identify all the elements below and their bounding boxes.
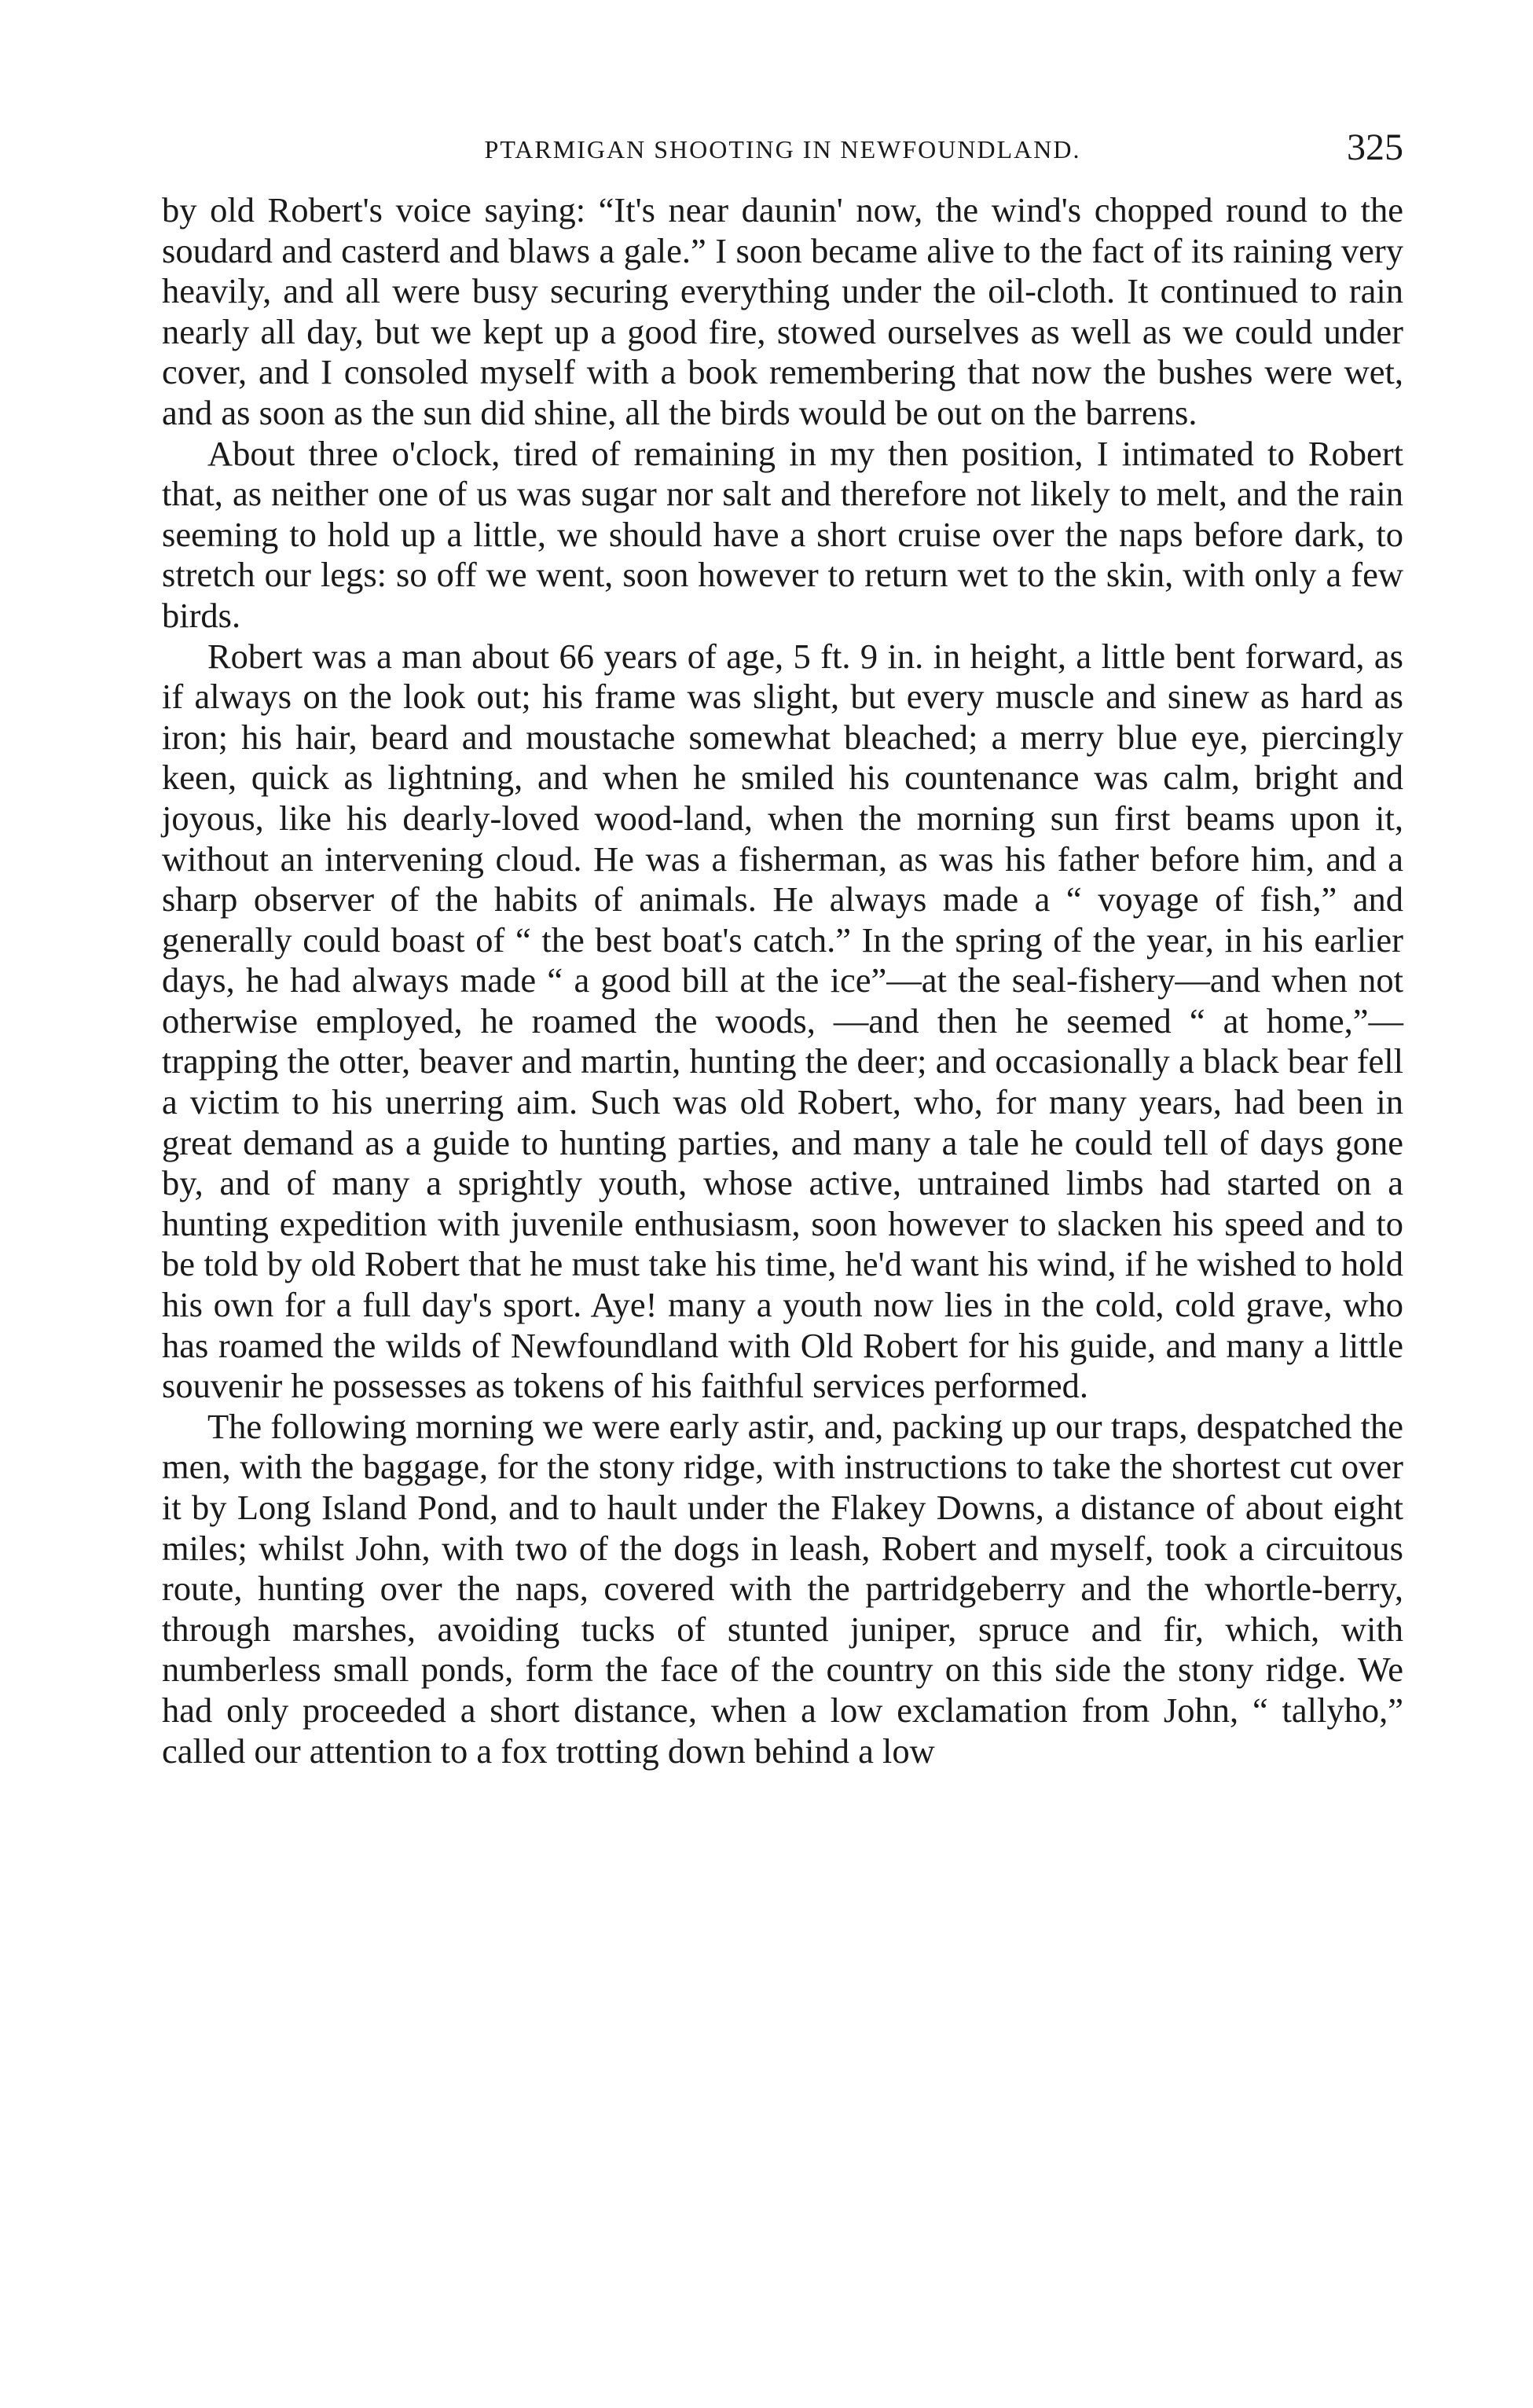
running-title: PTARMIGAN SHOOTING IN NEWFOUNDLAND. (484, 135, 1081, 163)
paragraph-following-morning: The following morning we were early astir, and, packing up our traps, despatched the men, with the baggage, for the stony ridge, with instructions to take the shortest cut over it by Long Island Pond, and to hault under the Flakey Downs, a distance of about eight miles; whilst John, with two of the dogs in leash, Robert and myself, took a circuitous route, hunting over the naps, covered with the partridgeberry and the whortle-berry, through marshes, avoiding tucks of stunted juniper, spruce and fir, which, with numberless small ponds, form the face of the country on this side the stony ridge. We had only proceeded a short distance, when a low exclamation from John, “ tallyho,” called our attention to a fox trotting down behind a low (162, 1406, 1403, 1771)
paragraph-three-oclock: About three o'clock, tired of remaining in my then position, I intimated to Robert that, as neither one of us was sugar nor salt and therefore not likely to melt, and the rain seeming to hold up a little, we should have a short cruise over the naps before dark, to stretch our legs: so off we went, soon however to return wet to the skin, with only a few birds. (162, 433, 1403, 635)
body-text (162, 190, 1403, 1771)
paragraph-robert-description: Robert was a man about 66 years of age, 5 ft. 9 in. in height, a little bent forward, as if always on the look out; his frame was slight, but every muscle and sinew as hard as iron; his hair, beard and moustache somewhat bleached; a merry blue eye, piercingly keen, quick as lightning, and when he smiled his countenance was calm, bright and joyous, like his dearly-loved wood-land, when the morning sun first beams upon it, without an intervening cloud. He was a fisherman, as was his father before him, and a sharp observer of the habits of animals. He always made a “ voyage of fish,” and generally could boast of “ the best boat's catch.” In the spring of the year, in his earlier days, he had always made “ a good bill at the ice”—at the seal-fishery—and when not otherwise employed, he roamed the woods, —and then he seemed “ at home,”—trapping the otter, beaver and martin, hunting the deer; and occasionally a black bear fell a victim to his unerring aim. Such was old Robert, who, for many years, had been in great demand as a guide to hunting parties, and many a tale he could tell of days gone by, and of many a sprightly youth, whose active, untrained limbs had started on a hunting expedition with juvenile enthusiasm, soon however to slacken his speed and to be told by old Robert that he must take his time, he'd want his wind, if he wished to hold his own for a full day's sport. Aye! many a youth now lies in the cold, cold grave, who has roamed the wilds of Newfoundland with Old Robert for his guide, and many a little souvenir he possesses as tokens of his faithful services performed. (162, 636, 1403, 1406)
page-number: 325 (1347, 127, 1403, 168)
paragraph-continuation: by old Robert's voice saying: “It's near daunin' now, the wind's chopped round to the soudard and casterd and blaws a gale.” I soon became alive to the fact of its raining very heavily, and all were busy securing everything under the oil-cloth. It continued to rain nearly all day, but we kept up a good fire, stowed ourselves as well as we could under cover, and I consoled myself with a book remembering that now the bushes were wet, and as soon as the sun did shine, all the birds would be out on the barrens. (162, 190, 1403, 432)
running-head (162, 126, 1403, 181)
book-page (162, 126, 1403, 1771)
